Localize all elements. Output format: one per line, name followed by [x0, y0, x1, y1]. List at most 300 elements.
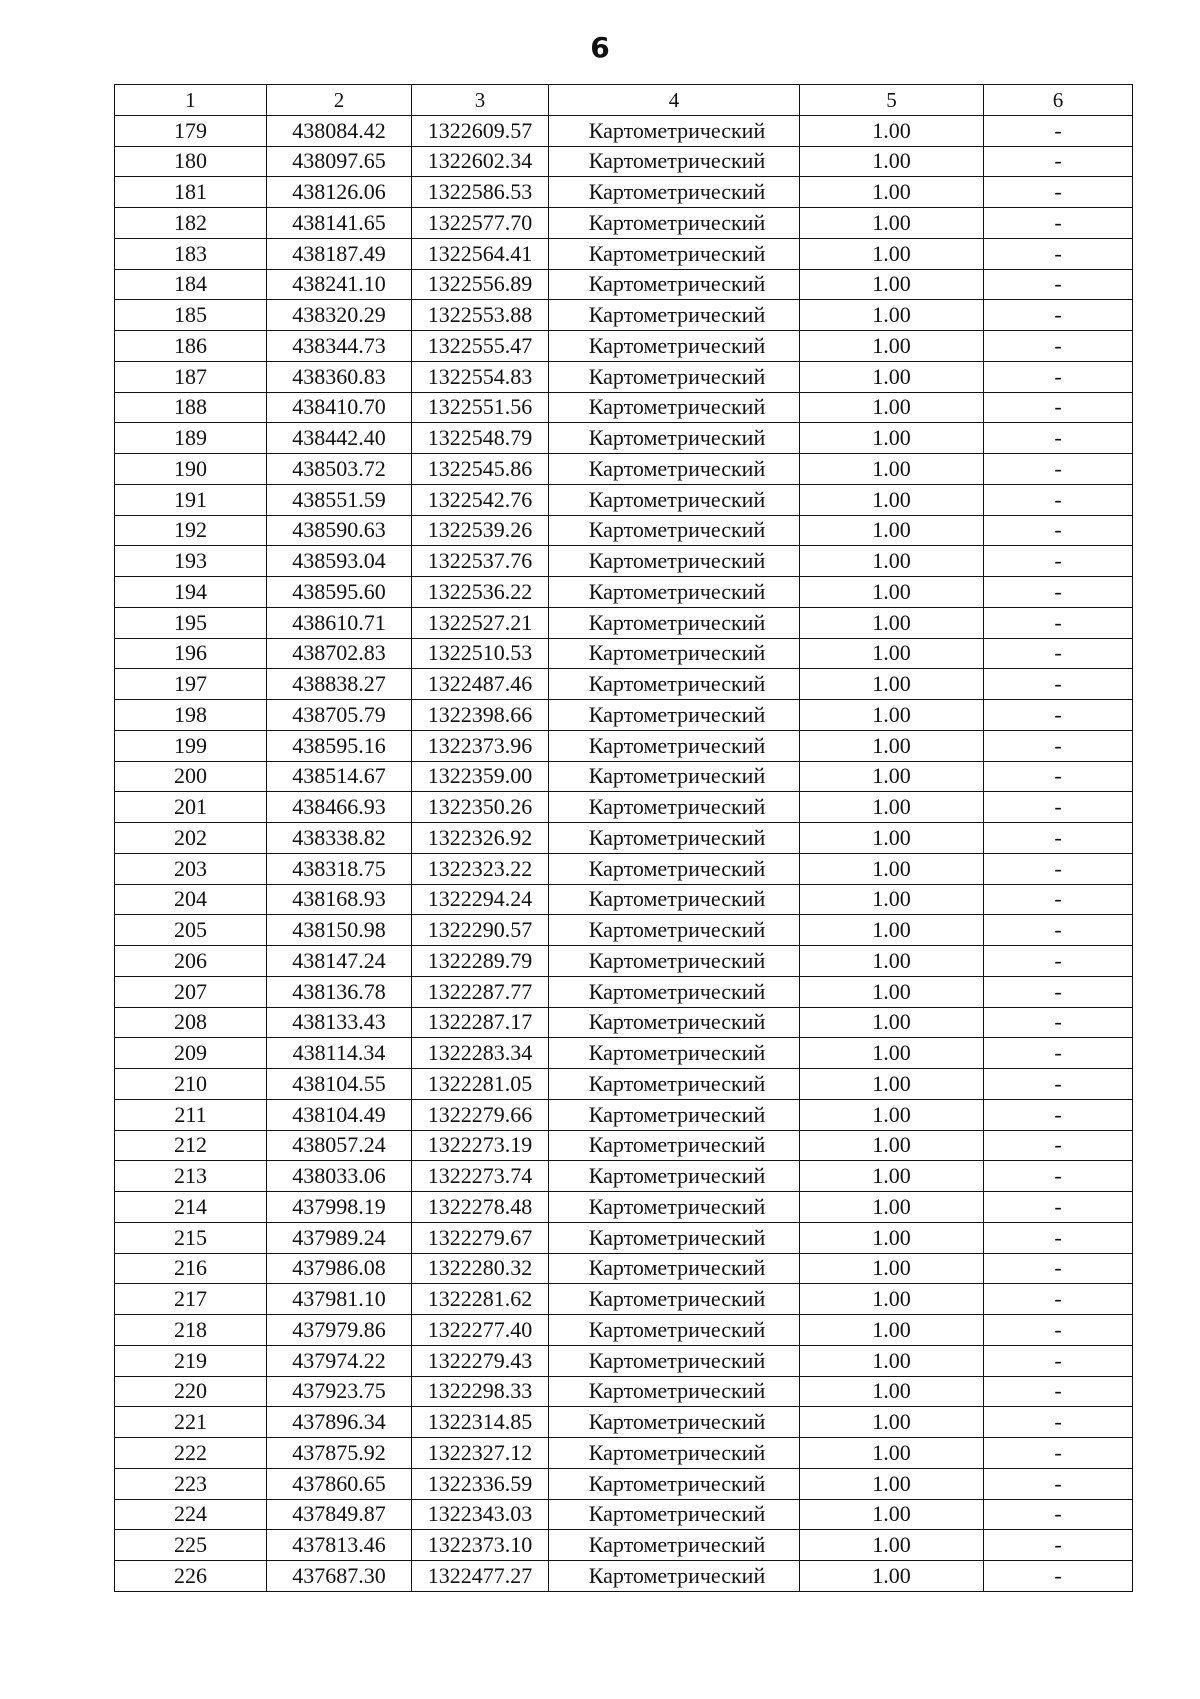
accuracy-cell: 1.00	[800, 884, 984, 915]
x-coordinate-cell: 438705.79	[267, 700, 412, 731]
table-row	[115, 208, 1133, 239]
accuracy-cell: 1.00	[800, 1561, 984, 1592]
accuracy-cell: 1.00	[800, 1161, 984, 1192]
method-cell: Картометрический	[549, 1192, 800, 1223]
x-coordinate-cell: 438360.83	[267, 361, 412, 392]
y-coordinate-cell: 1322294.24	[412, 884, 549, 915]
y-coordinate-cell: 1322277.40	[412, 1315, 549, 1346]
note-cell: -	[984, 546, 1133, 577]
x-coordinate-cell: 438187.49	[267, 238, 412, 269]
table-row	[115, 423, 1133, 454]
header-cell: 3	[412, 85, 549, 116]
note-cell: -	[984, 1438, 1133, 1469]
point-number-cell: 214	[115, 1192, 267, 1223]
note-cell: -	[984, 1407, 1133, 1438]
point-number-cell: 183	[115, 238, 267, 269]
note-cell: -	[984, 669, 1133, 700]
header-cell: 1	[115, 85, 267, 116]
x-coordinate-cell: 438410.70	[267, 392, 412, 423]
x-coordinate-cell: 437813.46	[267, 1530, 412, 1561]
y-coordinate-cell: 1322553.88	[412, 300, 549, 331]
method-cell: Картометрический	[549, 1376, 800, 1407]
y-coordinate-cell: 1322327.12	[412, 1438, 549, 1469]
table-row	[115, 853, 1133, 884]
y-coordinate-cell: 1322554.83	[412, 361, 549, 392]
accuracy-cell: 1.00	[800, 515, 984, 546]
point-number-cell: 179	[115, 115, 267, 146]
header-cell: 6	[984, 85, 1133, 116]
header-cell: 2	[267, 85, 412, 116]
y-coordinate-cell: 1322279.66	[412, 1099, 549, 1130]
y-coordinate-cell: 1322527.21	[412, 607, 549, 638]
table-row	[115, 177, 1133, 208]
x-coordinate-cell: 438320.29	[267, 300, 412, 331]
accuracy-cell: 1.00	[800, 915, 984, 946]
table-row	[115, 700, 1133, 731]
y-coordinate-cell: 1322350.26	[412, 792, 549, 823]
note-cell: -	[984, 1007, 1133, 1038]
x-coordinate-cell: 438610.71	[267, 607, 412, 638]
accuracy-cell: 1.00	[800, 607, 984, 638]
table-row	[115, 823, 1133, 854]
x-coordinate-cell: 438466.93	[267, 792, 412, 823]
note-cell: -	[984, 1253, 1133, 1284]
point-number-cell: 217	[115, 1284, 267, 1315]
y-coordinate-cell: 1322539.26	[412, 515, 549, 546]
table-row	[115, 238, 1133, 269]
accuracy-cell: 1.00	[800, 792, 984, 823]
accuracy-cell: 1.00	[800, 577, 984, 608]
method-cell: Картометрический	[549, 1561, 800, 1592]
method-cell: Картометрический	[549, 607, 800, 638]
point-number-cell: 193	[115, 546, 267, 577]
method-cell: Картометрический	[549, 177, 800, 208]
coordinates-table	[114, 84, 1133, 1592]
accuracy-cell: 1.00	[800, 1192, 984, 1223]
method-cell: Картометрический	[549, 1099, 800, 1130]
point-number-cell: 226	[115, 1561, 267, 1592]
note-cell: -	[984, 976, 1133, 1007]
y-coordinate-cell: 1322548.79	[412, 423, 549, 454]
table-row	[115, 1407, 1133, 1438]
point-number-cell: 191	[115, 484, 267, 515]
x-coordinate-cell: 438595.16	[267, 730, 412, 761]
point-number-cell: 223	[115, 1468, 267, 1499]
table-row	[115, 1315, 1133, 1346]
x-coordinate-cell: 438503.72	[267, 454, 412, 485]
method-cell: Картометрический	[549, 1253, 800, 1284]
accuracy-cell: 1.00	[800, 1468, 984, 1499]
accuracy-cell: 1.00	[800, 1007, 984, 1038]
x-coordinate-cell: 438514.67	[267, 761, 412, 792]
accuracy-cell: 1.00	[800, 1284, 984, 1315]
method-cell: Картометрический	[549, 146, 800, 177]
accuracy-cell: 1.00	[800, 730, 984, 761]
method-cell: Картометрический	[549, 392, 800, 423]
method-cell: Картометрический	[549, 238, 800, 269]
method-cell: Картометрический	[549, 976, 800, 1007]
y-coordinate-cell: 1322281.62	[412, 1284, 549, 1315]
method-cell: Картометрический	[549, 700, 800, 731]
table-row	[115, 792, 1133, 823]
x-coordinate-cell: 438702.83	[267, 638, 412, 669]
note-cell: -	[984, 638, 1133, 669]
table-row	[115, 115, 1133, 146]
note-cell: -	[984, 331, 1133, 362]
point-number-cell: 198	[115, 700, 267, 731]
table-row	[115, 1284, 1133, 1315]
accuracy-cell: 1.00	[800, 300, 984, 331]
accuracy-cell: 1.00	[800, 484, 984, 515]
x-coordinate-cell: 438344.73	[267, 331, 412, 362]
y-coordinate-cell: 1322278.48	[412, 1192, 549, 1223]
point-number-cell: 186	[115, 331, 267, 362]
table-row	[115, 331, 1133, 362]
method-cell: Картометрический	[549, 484, 800, 515]
accuracy-cell: 1.00	[800, 331, 984, 362]
y-coordinate-cell: 1322477.27	[412, 1561, 549, 1592]
method-cell: Картометрический	[549, 1315, 800, 1346]
table-row	[115, 269, 1133, 300]
method-cell: Картометрический	[549, 884, 800, 915]
table-row	[115, 361, 1133, 392]
point-number-cell: 195	[115, 607, 267, 638]
accuracy-cell: 1.00	[800, 423, 984, 454]
note-cell: -	[984, 1530, 1133, 1561]
point-number-cell: 209	[115, 1038, 267, 1069]
x-coordinate-cell: 438318.75	[267, 853, 412, 884]
y-coordinate-cell: 1322359.00	[412, 761, 549, 792]
table-row	[115, 730, 1133, 761]
method-cell: Картометрический	[549, 577, 800, 608]
accuracy-cell: 1.00	[800, 146, 984, 177]
note-cell: -	[984, 607, 1133, 638]
x-coordinate-cell: 438168.93	[267, 884, 412, 915]
y-coordinate-cell: 1322273.74	[412, 1161, 549, 1192]
y-coordinate-cell: 1322314.85	[412, 1407, 549, 1438]
table-row	[115, 146, 1133, 177]
note-cell: -	[984, 1099, 1133, 1130]
header-cell: 5	[800, 85, 984, 116]
y-coordinate-cell: 1322577.70	[412, 208, 549, 239]
method-cell: Картометрический	[549, 823, 800, 854]
point-number-cell: 224	[115, 1499, 267, 1530]
point-number-cell: 219	[115, 1345, 267, 1376]
note-cell: -	[984, 392, 1133, 423]
x-coordinate-cell: 438595.60	[267, 577, 412, 608]
table-row	[115, 1161, 1133, 1192]
point-number-cell: 184	[115, 269, 267, 300]
method-cell: Картометрический	[549, 423, 800, 454]
note-cell: -	[984, 946, 1133, 977]
x-coordinate-cell: 438057.24	[267, 1130, 412, 1161]
x-coordinate-cell: 438104.49	[267, 1099, 412, 1130]
note-cell: -	[984, 1376, 1133, 1407]
y-coordinate-cell: 1322536.22	[412, 577, 549, 608]
method-cell: Картометрический	[549, 1284, 800, 1315]
y-coordinate-cell: 1322556.89	[412, 269, 549, 300]
y-coordinate-cell: 1322343.03	[412, 1499, 549, 1530]
point-number-cell: 189	[115, 423, 267, 454]
method-cell: Картометрический	[549, 1530, 800, 1561]
y-coordinate-cell: 1322287.77	[412, 976, 549, 1007]
x-coordinate-cell: 438033.06	[267, 1161, 412, 1192]
table-row	[115, 1499, 1133, 1530]
method-cell: Картометрический	[549, 1007, 800, 1038]
y-coordinate-cell: 1322279.43	[412, 1345, 549, 1376]
table-row	[115, 1468, 1133, 1499]
note-cell: -	[984, 484, 1133, 515]
method-cell: Картометрический	[549, 546, 800, 577]
x-coordinate-cell: 438133.43	[267, 1007, 412, 1038]
x-coordinate-cell: 438104.55	[267, 1069, 412, 1100]
accuracy-cell: 1.00	[800, 761, 984, 792]
method-cell: Картометрический	[549, 638, 800, 669]
accuracy-cell: 1.00	[800, 1407, 984, 1438]
note-cell: -	[984, 700, 1133, 731]
note-cell: -	[984, 1161, 1133, 1192]
y-coordinate-cell: 1322398.66	[412, 700, 549, 731]
x-coordinate-cell: 438838.27	[267, 669, 412, 700]
y-coordinate-cell: 1322564.41	[412, 238, 549, 269]
point-number-cell: 208	[115, 1007, 267, 1038]
table-row	[115, 1345, 1133, 1376]
y-coordinate-cell: 1322373.10	[412, 1530, 549, 1561]
method-cell: Картометрический	[549, 792, 800, 823]
y-coordinate-cell: 1322586.53	[412, 177, 549, 208]
x-coordinate-cell: 437687.30	[267, 1561, 412, 1592]
note-cell: -	[984, 1069, 1133, 1100]
x-coordinate-cell: 438141.65	[267, 208, 412, 239]
point-number-cell: 204	[115, 884, 267, 915]
table-row	[115, 1130, 1133, 1161]
table-row	[115, 1069, 1133, 1100]
x-coordinate-cell: 438593.04	[267, 546, 412, 577]
method-cell: Картометрический	[549, 853, 800, 884]
method-cell: Картометрический	[549, 1468, 800, 1499]
point-number-cell: 213	[115, 1161, 267, 1192]
accuracy-cell: 1.00	[800, 1376, 984, 1407]
accuracy-cell: 1.00	[800, 208, 984, 239]
method-cell: Картометрический	[549, 730, 800, 761]
method-cell: Картометрический	[549, 761, 800, 792]
point-number-cell: 192	[115, 515, 267, 546]
x-coordinate-cell: 437849.87	[267, 1499, 412, 1530]
note-cell: -	[984, 577, 1133, 608]
point-number-cell: 216	[115, 1253, 267, 1284]
method-cell: Картометрический	[549, 208, 800, 239]
note-cell: -	[984, 269, 1133, 300]
method-cell: Картометрический	[549, 1499, 800, 1530]
y-coordinate-cell: 1322280.32	[412, 1253, 549, 1284]
accuracy-cell: 1.00	[800, 269, 984, 300]
y-coordinate-cell: 1322279.67	[412, 1222, 549, 1253]
y-coordinate-cell: 1322336.59	[412, 1468, 549, 1499]
note-cell: -	[984, 1561, 1133, 1592]
accuracy-cell: 1.00	[800, 1315, 984, 1346]
point-number-cell: 212	[115, 1130, 267, 1161]
table-row	[115, 300, 1133, 331]
x-coordinate-cell: 437998.19	[267, 1192, 412, 1223]
accuracy-cell: 1.00	[800, 361, 984, 392]
accuracy-cell: 1.00	[800, 700, 984, 731]
point-number-cell: 218	[115, 1315, 267, 1346]
table-row	[115, 1007, 1133, 1038]
point-number-cell: 206	[115, 946, 267, 977]
method-cell: Картометрический	[549, 515, 800, 546]
table-row	[115, 454, 1133, 485]
method-cell: Картометрический	[549, 454, 800, 485]
accuracy-cell: 1.00	[800, 823, 984, 854]
x-coordinate-cell: 437979.86	[267, 1315, 412, 1346]
y-coordinate-cell: 1322281.05	[412, 1069, 549, 1100]
x-coordinate-cell: 438338.82	[267, 823, 412, 854]
table-row	[115, 1438, 1133, 1469]
y-coordinate-cell: 1322326.92	[412, 823, 549, 854]
note-cell: -	[984, 208, 1133, 239]
point-number-cell: 210	[115, 1069, 267, 1100]
accuracy-cell: 1.00	[800, 454, 984, 485]
accuracy-cell: 1.00	[800, 1222, 984, 1253]
method-cell: Картометрический	[549, 1345, 800, 1376]
note-cell: -	[984, 1284, 1133, 1315]
table-row	[115, 1222, 1133, 1253]
accuracy-cell: 1.00	[800, 392, 984, 423]
accuracy-cell: 1.00	[800, 177, 984, 208]
y-coordinate-cell: 1322283.34	[412, 1038, 549, 1069]
x-coordinate-cell: 437981.10	[267, 1284, 412, 1315]
y-coordinate-cell: 1322289.79	[412, 946, 549, 977]
point-number-cell: 181	[115, 177, 267, 208]
method-cell: Картометрический	[549, 115, 800, 146]
point-number-cell: 200	[115, 761, 267, 792]
point-number-cell: 222	[115, 1438, 267, 1469]
table-row	[115, 1038, 1133, 1069]
point-number-cell: 205	[115, 915, 267, 946]
note-cell: -	[984, 423, 1133, 454]
point-number-cell: 220	[115, 1376, 267, 1407]
note-cell: -	[984, 177, 1133, 208]
table-row	[115, 546, 1133, 577]
accuracy-cell: 1.00	[800, 1130, 984, 1161]
x-coordinate-cell: 437923.75	[267, 1376, 412, 1407]
table-row	[115, 515, 1133, 546]
method-cell: Картометрический	[549, 915, 800, 946]
header-cell: 4	[549, 85, 800, 116]
method-cell: Картометрический	[549, 1407, 800, 1438]
x-coordinate-cell: 437875.92	[267, 1438, 412, 1469]
point-number-cell: 225	[115, 1530, 267, 1561]
x-coordinate-cell: 437974.22	[267, 1345, 412, 1376]
point-number-cell: 215	[115, 1222, 267, 1253]
method-cell: Картометрический	[549, 361, 800, 392]
x-coordinate-cell: 437896.34	[267, 1407, 412, 1438]
method-cell: Картометрический	[549, 331, 800, 362]
y-coordinate-cell: 1322298.33	[412, 1376, 549, 1407]
note-cell: -	[984, 1222, 1133, 1253]
note-cell: -	[984, 238, 1133, 269]
accuracy-cell: 1.00	[800, 1499, 984, 1530]
point-number-cell: 207	[115, 976, 267, 1007]
point-number-cell: 197	[115, 669, 267, 700]
point-number-cell: 199	[115, 730, 267, 761]
note-cell: -	[984, 730, 1133, 761]
point-number-cell: 196	[115, 638, 267, 669]
table-row	[115, 577, 1133, 608]
accuracy-cell: 1.00	[800, 1438, 984, 1469]
table-row	[115, 1099, 1133, 1130]
note-cell: -	[984, 853, 1133, 884]
table-row	[115, 884, 1133, 915]
note-cell: -	[984, 146, 1133, 177]
point-number-cell: 185	[115, 300, 267, 331]
y-coordinate-cell: 1322555.47	[412, 331, 549, 362]
x-coordinate-cell: 438136.78	[267, 976, 412, 1007]
point-number-cell: 180	[115, 146, 267, 177]
note-cell: -	[984, 823, 1133, 854]
method-cell: Картометрический	[549, 1130, 800, 1161]
table-row	[115, 1376, 1133, 1407]
page-number: 6	[590, 31, 610, 64]
point-number-cell: 203	[115, 853, 267, 884]
table-row	[115, 392, 1133, 423]
accuracy-cell: 1.00	[800, 115, 984, 146]
y-coordinate-cell: 1322551.56	[412, 392, 549, 423]
accuracy-cell: 1.00	[800, 1253, 984, 1284]
accuracy-cell: 1.00	[800, 853, 984, 884]
note-cell: -	[984, 454, 1133, 485]
method-cell: Картометрический	[549, 1069, 800, 1100]
accuracy-cell: 1.00	[800, 946, 984, 977]
accuracy-cell: 1.00	[800, 669, 984, 700]
accuracy-cell: 1.00	[800, 1069, 984, 1100]
point-number-cell: 194	[115, 577, 267, 608]
note-cell: -	[984, 1468, 1133, 1499]
table-row	[115, 607, 1133, 638]
table-row	[115, 1192, 1133, 1223]
point-number-cell: 211	[115, 1099, 267, 1130]
x-coordinate-cell: 438241.10	[267, 269, 412, 300]
note-cell: -	[984, 1499, 1133, 1530]
table-header-row	[115, 85, 1133, 116]
point-number-cell: 221	[115, 1407, 267, 1438]
x-coordinate-cell: 437860.65	[267, 1468, 412, 1499]
table-row	[115, 976, 1133, 1007]
x-coordinate-cell: 438097.65	[267, 146, 412, 177]
x-coordinate-cell: 438150.98	[267, 915, 412, 946]
method-cell: Картометрический	[549, 946, 800, 977]
accuracy-cell: 1.00	[800, 1345, 984, 1376]
method-cell: Картометрический	[549, 1038, 800, 1069]
x-coordinate-cell: 437989.24	[267, 1222, 412, 1253]
y-coordinate-cell: 1322510.53	[412, 638, 549, 669]
y-coordinate-cell: 1322373.96	[412, 730, 549, 761]
note-cell: -	[984, 1038, 1133, 1069]
table-row	[115, 915, 1133, 946]
accuracy-cell: 1.00	[800, 1038, 984, 1069]
accuracy-cell: 1.00	[800, 238, 984, 269]
note-cell: -	[984, 792, 1133, 823]
method-cell: Картометрический	[549, 300, 800, 331]
table-row	[115, 1561, 1133, 1592]
x-coordinate-cell: 438147.24	[267, 946, 412, 977]
accuracy-cell: 1.00	[800, 976, 984, 1007]
method-cell: Картометрический	[549, 1438, 800, 1469]
y-coordinate-cell: 1322537.76	[412, 546, 549, 577]
note-cell: -	[984, 884, 1133, 915]
y-coordinate-cell: 1322545.86	[412, 454, 549, 485]
y-coordinate-cell: 1322602.34	[412, 146, 549, 177]
